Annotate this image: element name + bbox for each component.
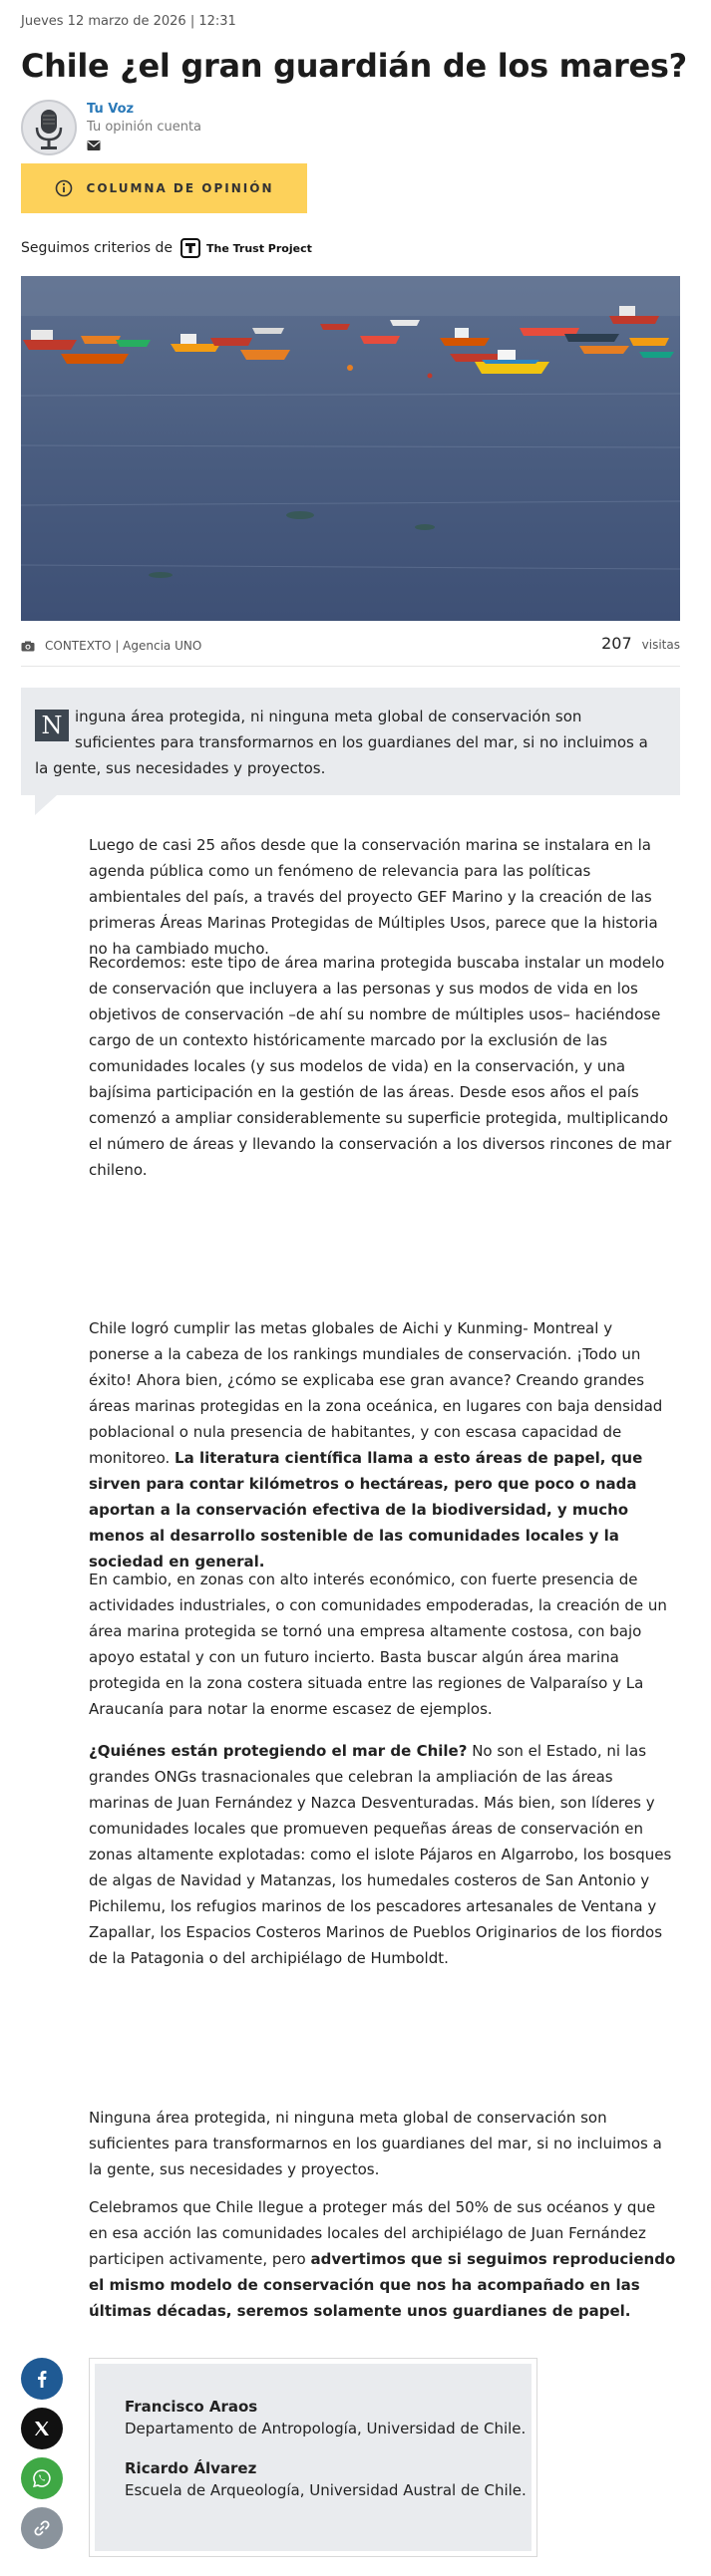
article-photo[interactable] xyxy=(21,276,680,621)
author-block xyxy=(21,100,440,155)
opinion-column-badge xyxy=(21,163,307,213)
author-avatar[interactable] xyxy=(21,100,77,155)
author-name-link[interactable]: Tu Voz xyxy=(87,102,135,117)
photo-caption-bar xyxy=(21,634,680,658)
lead-speech-tail xyxy=(35,795,57,815)
visits-label: visitas xyxy=(641,638,680,652)
paragraph-1: Luego de casi 25 años desde que la conservación marina se instalara en la agenda pública como un fenómeno de relevancia para las políticas ambientales del país, a través del proyecto GEF Marino y la creación de las primeras Áreas Marinas Protegidas de Múltiples Usos, parece que la historia no ha cambiado mucho. xyxy=(89,836,658,958)
article-lead xyxy=(21,688,680,795)
article-headline: Chile ¿el gran guardián de los mares? xyxy=(21,47,687,85)
divider xyxy=(21,666,680,667)
share-whatsapp-button[interactable] xyxy=(21,2457,63,2499)
article-paragraph xyxy=(89,1567,677,1722)
article-paragraph xyxy=(89,1738,677,1971)
link-icon xyxy=(32,2518,52,2538)
article-paragraph xyxy=(89,950,677,1183)
trust-project-name: The Trust Project xyxy=(206,241,312,255)
paragraph-7: Celebramos que Chile llegue a proteger más del 50% de sus océanos y que en esa acción las comunidades locales del archipiélago de Juan Fernández participen activamente, pero advertimos que si seguimos reproduciendo el mismo modelo de conservación que nos ha acompañado en las últimas décadas, seremos solamente unos guardianes de papel. xyxy=(89,2198,676,2320)
paragraph-3-highlight: La literatura científica llama a esto áreas de papel, que sirven para contar kilómetros o hectáreas, pero que poco o nada aportan a la conservación efectiva de la biodiversidad, y mucho menos al desarrollo sostenible de las comunidades locales y la sociedad en general. xyxy=(89,1449,643,1571)
envelope-icon[interactable] xyxy=(87,140,101,151)
x-logo-icon xyxy=(33,2420,51,2437)
lead-dropcap: N xyxy=(35,710,69,741)
article-paragraph xyxy=(89,1315,677,1574)
photo-caption: CONTEXTO | Agencia UNO xyxy=(45,639,202,653)
paragraph-5: ¿Quiénes están protegiendo el mar de Chile? No son el Estado, ni las grandes ONGs trasnacionales que celebran la ampliación de las áreas marinas de Juan Fernández y Nazca Desventuradas. Más bien, son líderes y comunidades locales que promueven pequeñas áreas de conservación en zonas altamente explotadas: como el islote Pájaros en Algarrobo, los bosques de algas de Navidad y Matanzas, los humedales costeros de San Antonio y Pichilemu, los refugios marinos de los pescadores artesanales de Ventana y Zapallar, los Espacios Costeros Marinos de Pueblos Originarios de los fiordos de la Patagonia o del archipiélago de Humboldt. xyxy=(89,1742,672,1967)
author-tagline: Tu opinión cuenta xyxy=(87,120,202,135)
article-paragraph xyxy=(89,2194,677,2324)
lead-text: inguna área protegida, ni ninguna meta global de conservación son suficientes para transformarnos en los guardianes del mar, si no incluimos a la gente, sus necesidades y proyectos. xyxy=(35,708,648,777)
paragraph-2: Recordemos: este tipo de área marina protegida buscaba instalar un modelo de conservación que incluyera a las personas y sus modos de vida en los objetivos de conservación –de ahí su nombre de múltiples usos– haciéndose cargo de un contexto históricamente marcado por la exclusión de las comunidades locales (y sus modelos de vida) en la conservación, y una bajísima participación en la gestión de las áreas. Desde esos años el país comenzó a ampliar considerablemente su superficie protegida, multiplicando el número de áreas y llevando la conservación a los diversos rincones de mar chileno. xyxy=(89,954,672,1179)
paragraph-3: Chile logró cumplir las metas globales de Aichi y Kunming- Montreal y ponerse a la cabeza de los rankings mundiales de conservación. ¡Todo un éxito! Ahora bien, ¿cómo se explicaba ese gran avance? Creando grandes áreas marinas protegidas en la zona oceánica, en lugares con baja densidad poblacional o nula presencia de habitantes, y con escasa capacidad de monitoreo. La literatura científica llama a esto áreas de papel, que sirven para contar kilómetros o hectáreas, pero que poco o nada aportan a la conservación efectiva de la biodiversidad, y mucho menos al desarrollo sostenible de las comunidades locales y la sociedad en general. xyxy=(89,1319,663,1571)
credit-author-name: Ricardo Álvarez xyxy=(125,2459,257,2477)
opinion-column-label: COLUMNA DE OPINIÓN xyxy=(86,181,274,195)
paragraph-7-highlight: advertimos que si seguimos reproduciendo el mismo modelo de conservación que nos ha acompañado en las últimas décadas, seremos solamente unos guardianes de papel. xyxy=(89,2250,676,2320)
paragraph-5-question: ¿Quiénes están protegiendo el mar de Chile? xyxy=(89,1742,468,1760)
publish-date: Jueves 12 marzo de 2026 | 12:31 xyxy=(21,14,236,29)
microphone-icon xyxy=(23,102,75,153)
share-x-button[interactable] xyxy=(21,2408,63,2449)
camera-icon xyxy=(21,641,35,652)
trust-project-line xyxy=(21,236,312,260)
author-credits xyxy=(95,2364,532,2551)
credit-author-affiliation: Departamento de Antropología, Universidad de Chile. xyxy=(125,2420,527,2437)
credit-author-affiliation: Escuela de Arqueología, Universidad Austral de Chile. xyxy=(125,2481,527,2499)
paragraph-6: Ninguna área protegida, ni ninguna meta global de conservación son suficientes para transformarnos en los guardianes del mar, si no incluimos a la gente, sus necesidades y proyectos. xyxy=(89,2109,662,2178)
share-facebook-button[interactable] xyxy=(21,2358,63,2400)
article-paragraph xyxy=(89,832,677,962)
trust-project-logo[interactable] xyxy=(180,238,312,258)
credit-author-name: Francisco Araos xyxy=(125,2398,258,2416)
visit-counter xyxy=(601,634,680,653)
info-icon xyxy=(55,179,73,197)
article-paragraph xyxy=(89,2105,677,2182)
harbor-boats-photo xyxy=(21,276,680,621)
trust-project-icon xyxy=(180,238,200,258)
facebook-icon xyxy=(32,2369,52,2389)
whatsapp-icon xyxy=(32,2468,52,2488)
paragraph-4: En cambio, en zonas con alto interés económico, con fuerte presencia de actividades industriales, o con comunidades empoderadas, la creación de un área marina protegida se tornó una empresa altamente costosa, con bajo apoyo estatal y con un futuro incierto. Basta buscar algún área marina protegida en la zona costera situada entre las regiones de Valparaíso y La Araucanía para notar la enorme escasez de ejemplos. xyxy=(89,1571,667,1718)
copy-link-button[interactable] xyxy=(21,2507,63,2549)
author-credits-box xyxy=(89,2358,537,2557)
visits-count: 207 xyxy=(601,634,632,653)
trust-prefix: Seguimos criterios de xyxy=(21,240,173,256)
